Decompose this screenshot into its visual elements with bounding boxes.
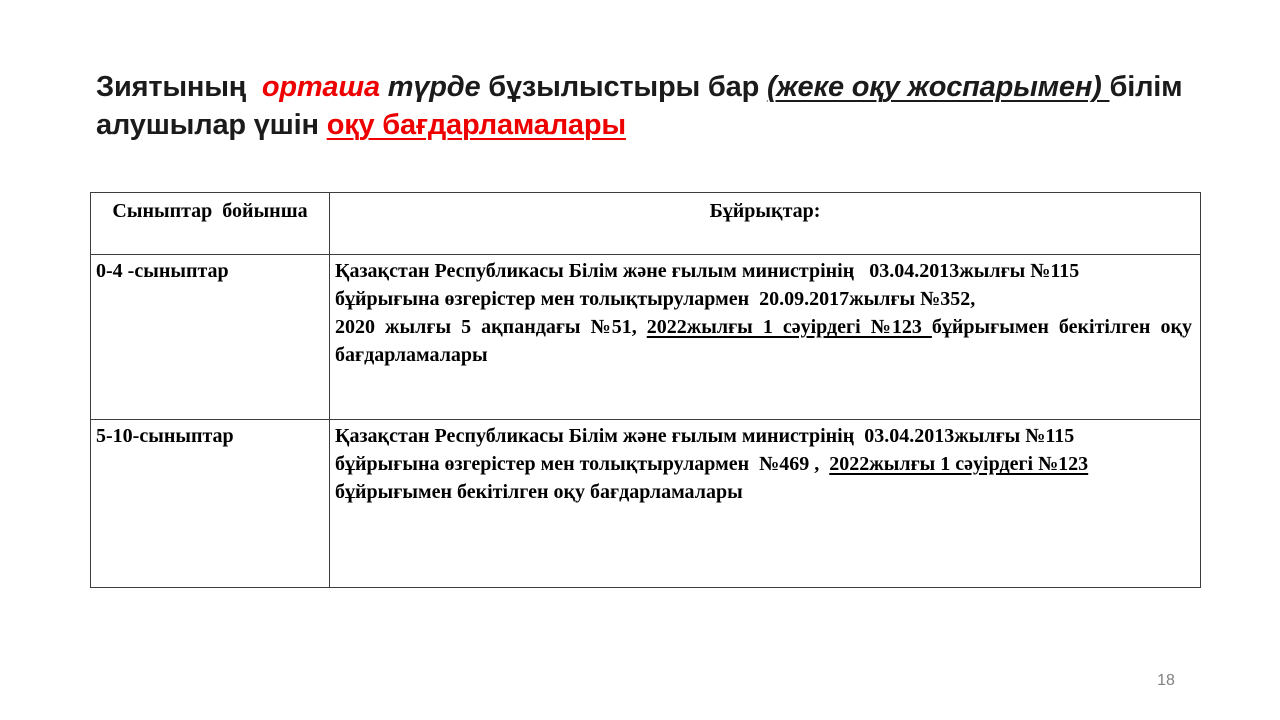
text-run: бұйрығына өзгерістер мен толықтырулармен 20.09.2017жылғы №352, xyxy=(335,288,976,310)
text-run xyxy=(380,71,388,103)
table-row-grades-0-4 xyxy=(91,255,1201,420)
row-label-cell: 0-4 -сыныптар xyxy=(91,255,330,420)
text-run: орташа xyxy=(261,71,380,103)
text-line xyxy=(335,478,1192,506)
text-run: білім xyxy=(1109,71,1183,103)
slide-title xyxy=(96,68,1220,144)
text-run: бұзылыстыры бар xyxy=(480,71,767,103)
text-run: 2022жылғы 1 сәуірдегі №123 xyxy=(646,316,932,338)
text-run: алушылар үшін xyxy=(96,109,327,141)
row-label-cell: 5-10-сыныптар xyxy=(91,420,330,588)
text-line xyxy=(335,313,1192,341)
text-line xyxy=(335,422,1192,450)
table-header-row xyxy=(91,193,1201,255)
text-run: бұйрығына өзгерістер мен толықтырулармен №469 , xyxy=(335,453,830,475)
text-line xyxy=(96,106,1220,144)
programs-table xyxy=(90,192,1201,588)
text-line xyxy=(335,257,1192,285)
text-line xyxy=(96,68,1220,106)
text-run: бұйрығымен бекітілген оқу xyxy=(931,316,1192,338)
page-number: 18 xyxy=(1157,672,1175,689)
text-run: 2020 жылғы 5 ақпандағы №51, xyxy=(335,316,647,338)
text-run: оқу бағдарламалары xyxy=(326,109,626,141)
text-run: (жеке оқу жоспарымен) xyxy=(766,71,1110,103)
text-run: 2022жылғы 1 сәуірдегі №123 xyxy=(829,453,1089,475)
header-cell-classes: Сыныптар бойынша xyxy=(91,193,330,255)
text-line xyxy=(335,285,1192,313)
text-run: бағдарламалары xyxy=(335,344,488,366)
text-run: бұйрығымен бекітілген оқу бағдарламалары xyxy=(335,481,743,503)
text-run: Қазақстан Республикасы Білім және ғылым министрінің 03.04.2013жылғы №115 xyxy=(335,260,1080,282)
text-line xyxy=(335,341,1192,369)
row-content-cell xyxy=(330,420,1201,588)
header-cell-orders: Бұйрықтар: xyxy=(330,193,1201,255)
text-run: түрде xyxy=(387,71,481,103)
text-run: Қазақстан Республикасы Білім және ғылым министрінің 03.04.2013жылғы №115 xyxy=(335,425,1075,447)
row-content-cell xyxy=(330,255,1201,420)
text-run: Зиятының xyxy=(96,71,262,103)
text-line xyxy=(335,450,1192,478)
table-row-grades-5-10 xyxy=(91,420,1201,588)
